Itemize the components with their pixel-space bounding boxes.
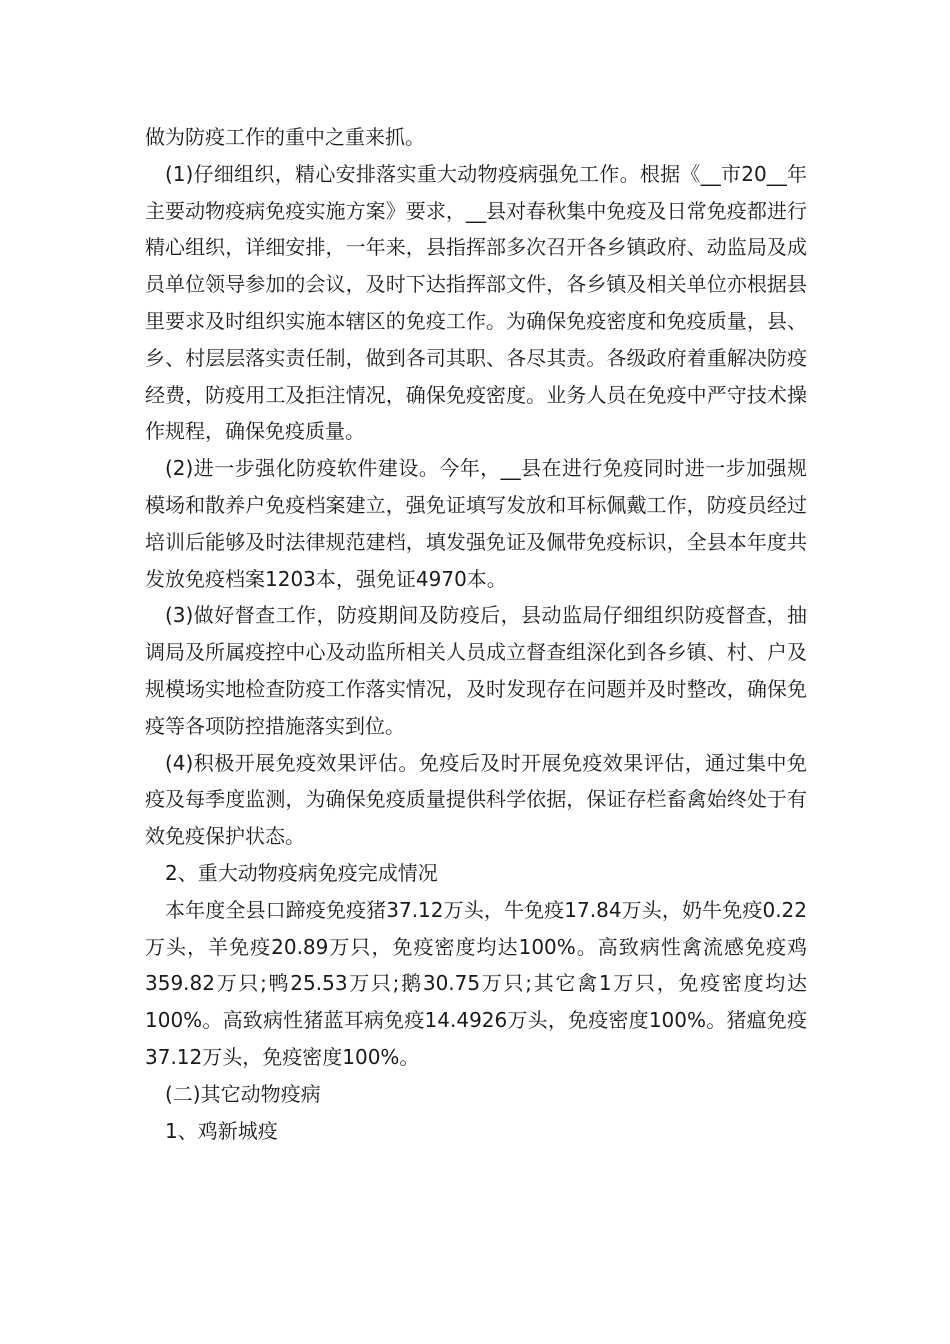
subsection-heading-newcastle-disease: 1、鸡新城疫 — [165, 1118, 278, 1143]
paragraph-continuation: 做为防疫工作的重中之重来抓。 — [145, 125, 425, 149]
section-heading-immunization-completion: 2、重大动物疫病免疫完成情况 — [165, 860, 438, 885]
paragraph-item-1: (1)仔细组织，精心安排落实重大动物疫病强免工作。根据《__市20__年主要动物疫病免疫实施方案》要求，__县对春秋集中免疫及日常免疫都进行精心组织，详细安排，一年来，县指挥部多次召开各乡镇政府、动监局及成员单位领导参加的会议，及时下达指挥部文件，各乡镇及相关单位亦根据县里要求及时组织实施本辖区的免疫工作。为确保免疫密度和免疫质量，县、乡、村层层落实责任制，做到各司其职、各尽其责。各级政府着重解决防疫经费，防疫用工及拒注情况，确保免疫密度。业务人员在免疫中严守技术操作规程，确保免疫质量。 — [145, 161, 807, 444]
paragraph-immunization-statistics: 本年度全县口蹄疫免疫猪37.12万头，牛免疫17.84万头，奶牛免疫0.22万头，羊免疫20.89万只，免疫密度均达100%。高致病性禽流感免疫鸡359.82万只;鸭25.53万只;鹅30.75万只;其它禽1万只，免疫密度均达100%。高致病性猪蓝耳病免疫14.4926万头，免疫密度100%。猪瘟免疫37.12万头，免疫密度100%。 — [145, 897, 807, 1069]
section-heading-other-diseases: (二)其它动物疫病 — [165, 1081, 321, 1106]
paragraph-item-2: (2)进一步强化防疫软件建设。今年，__县在进行免疫同时进一步加强规模场和散养户免疫档案建立，强免证填写发放和耳标佩戴工作，防疫员经过培训后能够及时法律规范建档，填发强免证及佩带免疫标识，全县本年度共发放免疫档案1203本，强免证4970本。 — [145, 456, 807, 591]
paragraph-item-4: (4)积极开展免疫效果评估。免疫后及时开展免疫效果评估，通过集中免疫及每季度监测，为确保免疫质量提供科学依据，保证存栏畜禽始终处于有效免疫保护状态。 — [145, 750, 807, 849]
paragraph-item-3: (3)做好督查工作，防疫期间及防疫后，县动监局仔细组织防疫督查，抽调局及所属疫控中心及动监所相关人员成立督查组深化到各乡镇、村、户及规模场实地检查防疫工作落实情况，及时发现存在问题并及时整改，确保免疫等各项防控措施落实到位。 — [145, 603, 807, 738]
document-page — [145, 119, 807, 1149]
